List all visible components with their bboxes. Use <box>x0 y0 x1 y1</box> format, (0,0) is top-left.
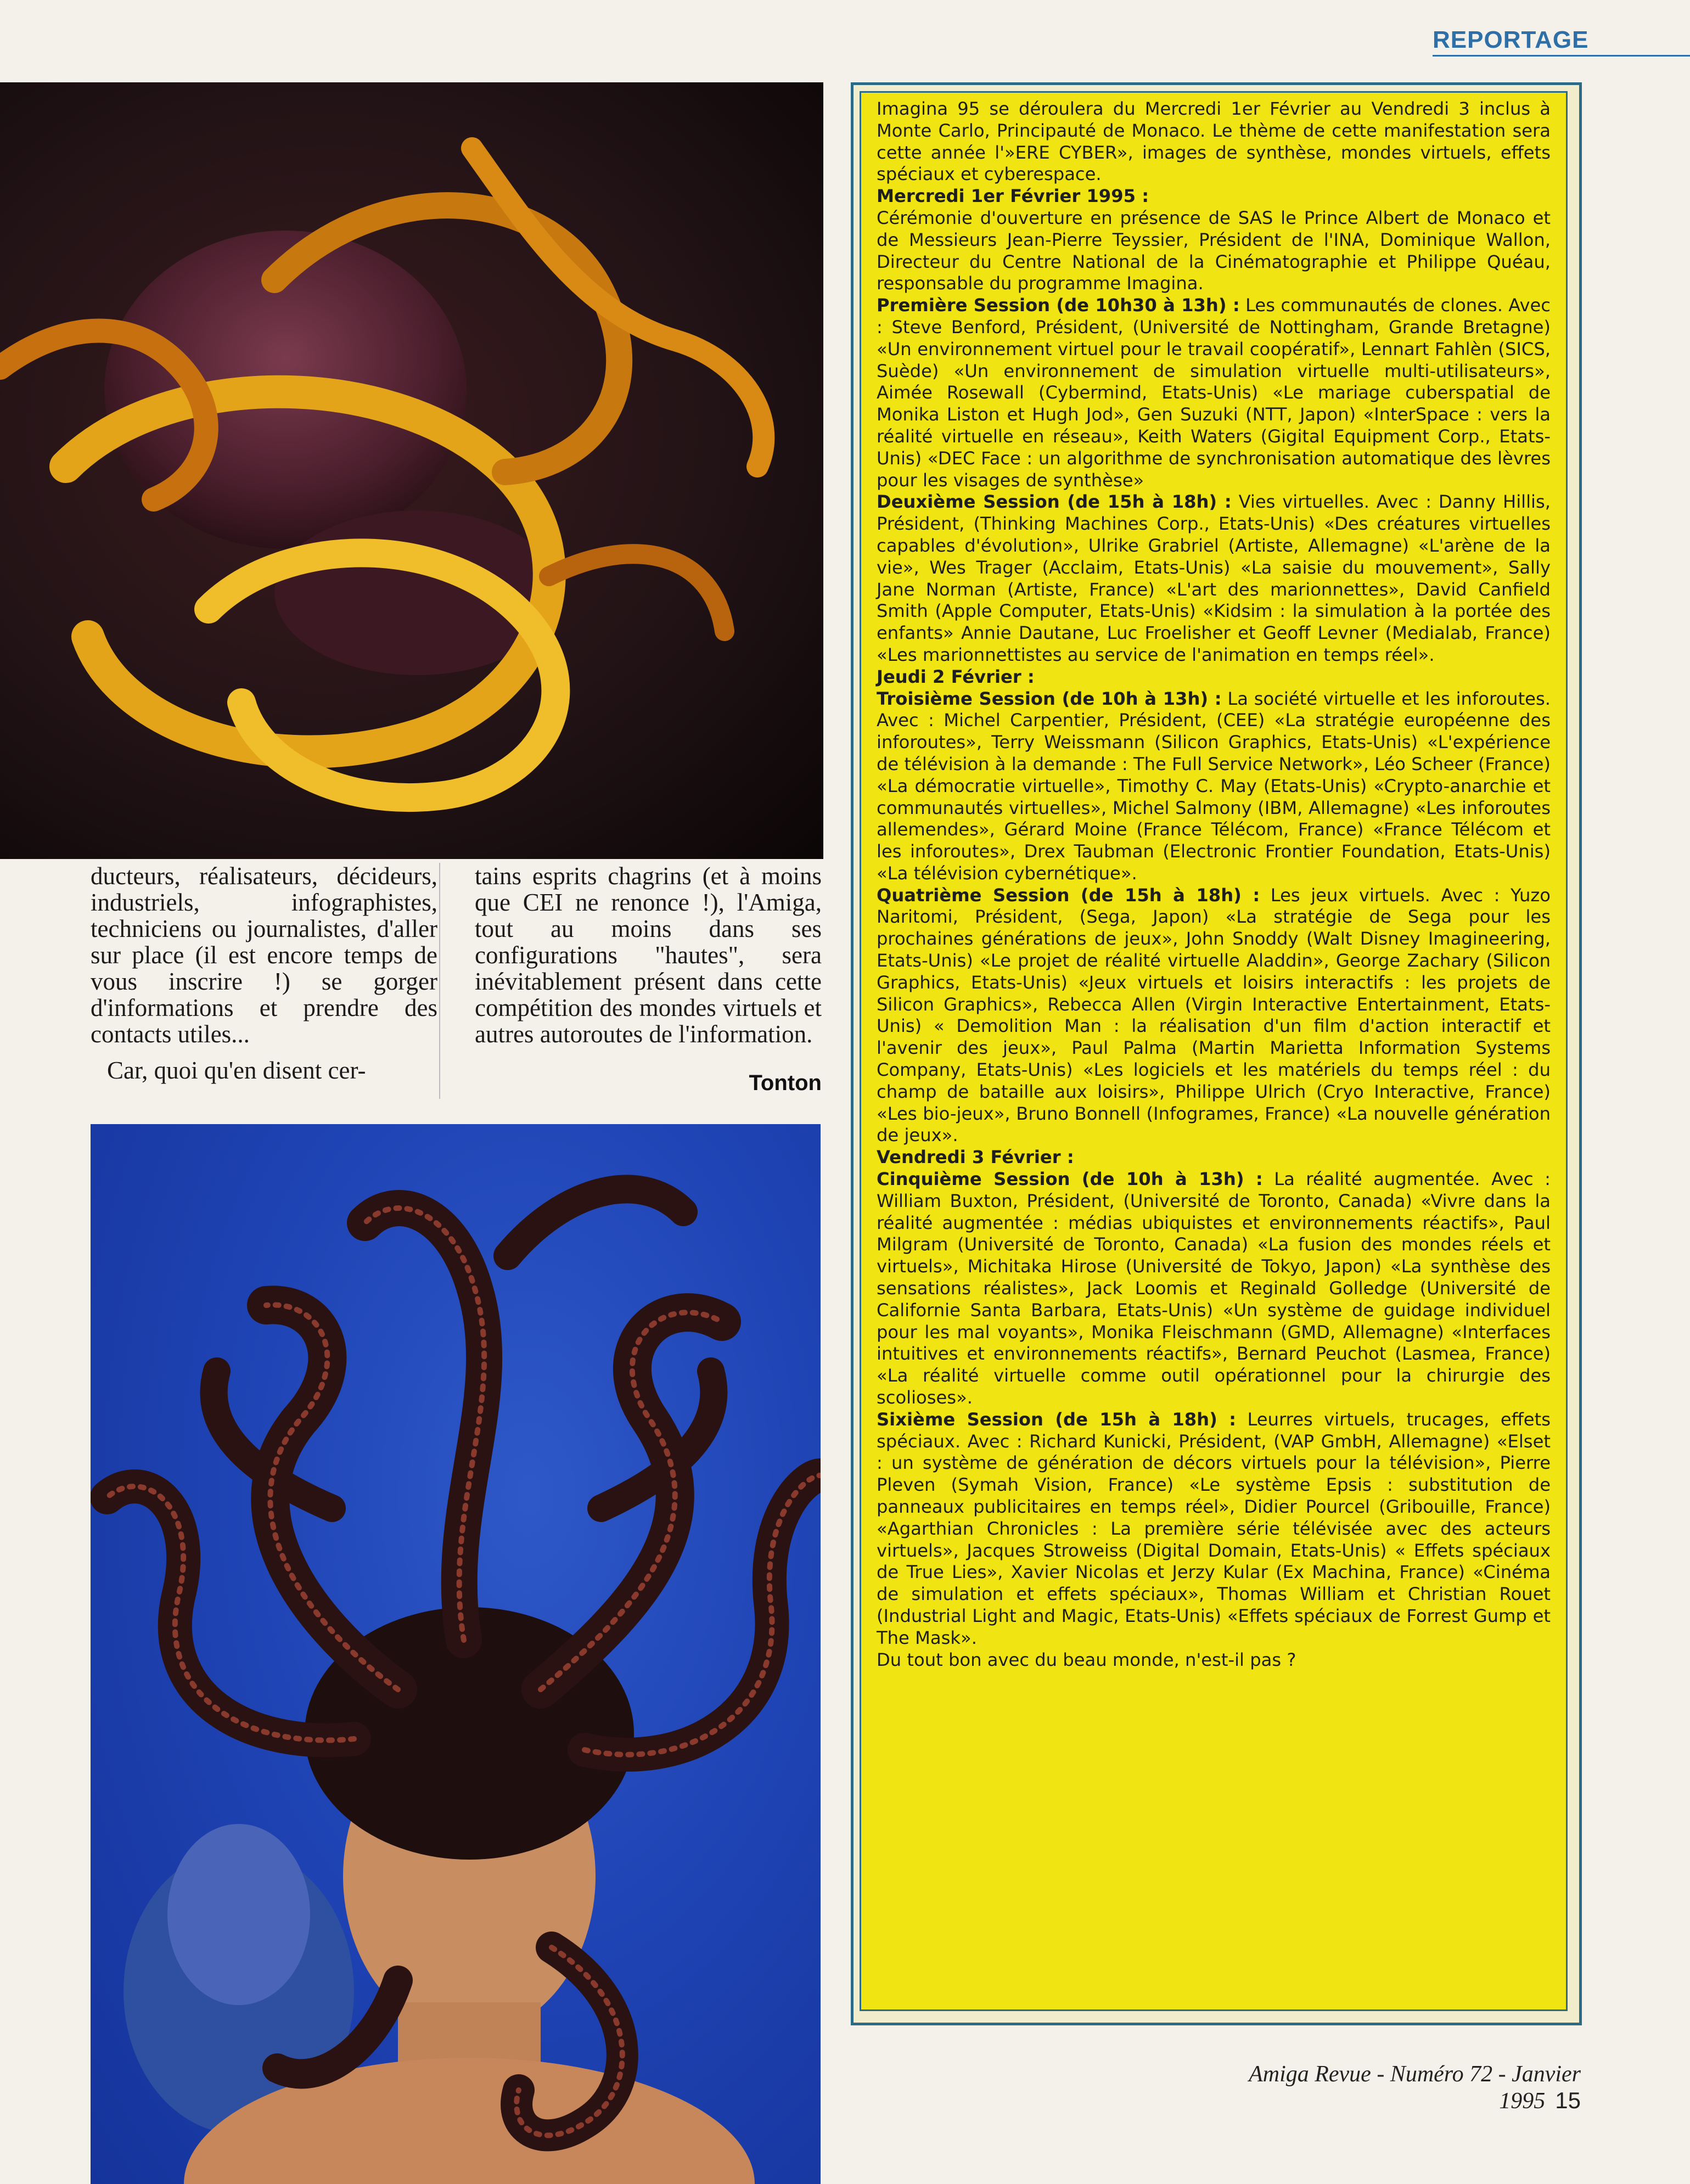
day-heading: Jeudi 2 Février : <box>877 666 1035 687</box>
photo-abstract-rings-drawing <box>0 82 823 859</box>
article-column-1 <box>91 863 437 1083</box>
photo-medusa-portrait <box>91 1124 821 2184</box>
session-text: Les communautés de clones. Avec : Steve Benford, Président, (Université de Nottingham, Grande Bretagne) «Un environnement virtuel pour le travail coopératif», Lennart Fahlèn (SICS, Suède) «Un environnement de simulation virtuelle multi-utilisateurs», Aimée Rosewall (Cybermind, Etats-Unis) «Le mariage cuberspatial de Monika Liston et Hugh Jod», Gen Suzuki (NTT, Japon) «InterSpace : vers la réalité virtuelle en réseau», Keith Waters (Gigital Equipment Corp., Etats-Unis) «DEC Face : un algorithme de synchronisation automatique des lèvres pour les visages de synthèse» <box>877 295 1551 491</box>
photo-medusa-portrait-drawing <box>91 1124 821 2184</box>
session-text: Les jeux virtuels. Avec : Yuzo Naritomi, Président, (Sega, Japon) «La stratégie de Sega pour les prochaines générations de jeux», John Snoddy (Walt Disney Imagineering, Etats-Unis) «Le projet de réalité virtuelle Aladdin», George Zachary (Silicon Graphics, Etats-Unis) «Jeux virtuels et loisirs interactifs : les projets de Silicon Graphics», Rebecca Allen (Virgin Interactive Entertainment, Etats-Unis) « Demolition Man : la réalisation d'un film d'action interactif et l'avenir des jeux», Paul Palma (Martin Marietta Information Systems Company, Etats-Unis) «Les logiciels et les matériels du temps réel : du champ de bataille aux loisirs», Philippe Ulrich (Cryo Interactive, France) «Les bio-jeux», Bruno Bonnell (Infogrames, France) «La nouvelle génération de jeux». <box>877 884 1551 1146</box>
article-paragraph: ducteurs, réalisateurs, décideurs, industriels, infographistes, techniciens ou journalistes, d'aller sur place (il est encore temps de vous inscrire !) se gorger d'informations et prendre des contacts utiles... <box>91 862 437 1048</box>
session-text: Vies virtuelles. Avec : Danny Hillis, Président, (Thinking Machines Corp., Etats-Unis) «Des créatures virtuelles capables d'évolution», Ulrike Grabriel (Artiste, Allemagne) «L'arène de la vie», Wes Trager (Acclaim, Etats-Unis) «La saisie du mouvement», Sally Jane Norman (Artiste, France) «L'art des marionnettes», David Canfield Smith (Apple Computer, Etats-Unis) «Kidsim : la simulation à la portée des enfants» Annie Dautane, Luc Froelisher et Geoff Levner (Medialab, France) «Les marionnettistes au service de l'animation en temps réel». <box>877 491 1551 665</box>
article-paragraph: tains esprits chagrins (et à moins que CEI ne renonce !), l'Amiga, tout au moins dans ses configurations "hautes", sera inévitablement présent dans cette compétition des mondes virtuels et autres autoroutes de l'information. <box>475 862 822 1048</box>
session-heading: Quatrième Session (de 15h à 18h) : <box>877 884 1260 906</box>
section-tag-rule <box>1433 55 1690 57</box>
day-text: Cérémonie d'ouverture en présence de SAS le Prince Albert de Monaco et de Messieurs Jean-Pierre Teyssier, Président de l'INA, Dominique Wallon, Directeur du Centre National de la Cinématographie et Philippe Quéau, responsable du programme Imagina. <box>877 207 1551 294</box>
session-heading: Troisième Session (de 10h à 13h) : <box>877 688 1222 709</box>
section-tag-label: REPORTAGE <box>1433 26 1589 53</box>
session-heading: Deuxième Session (de 15h à 18h) : <box>877 491 1232 513</box>
article-column-2 <box>475 863 822 1047</box>
page-footer <box>1208 2061 1581 2114</box>
session-text: La réalité augmentée. Avec : William Buxton, Président, (Université de Toronto, Canada) «Vivre dans la réalité augmentée : médias ubiquistes et environnements réactifs», Paul Milgram (Université de Toronto, Canada) «La fusion des mondes réels et virtuels», Michitaka Hirose (Université de Tokyo, Japon) «La synthèse des sensations réalistes», Jack Loomis et Reginald Golledge (Université de Californie Santa Barbara, Etats-Unis) «Un système de guidage individuel pour les mal voyants», Monika Fleischmann (GMD, Allemagne) «Interfaces intuitives et environnements réactifs», Bernard Peuchot (Lasmea, France) «La réalité virtuelle comme outil opérationnel pour la chirurgie des scolioses». <box>877 1169 1551 1408</box>
column-divider <box>439 863 440 1099</box>
session-heading: Cinquième Session (de 10h à 13h) : <box>877 1169 1263 1190</box>
photo-abstract-rings <box>0 82 823 859</box>
session-text: La société virtuelle et les inforoutes. Avec : Michel Carpentier, Président, (CEE) «La stratégie européenne des inforoutes», Terry Weissmann (Silicon Graphics, Etats-Unis) «L'expérience de télévision à la demande : The Full Service Network», Léo Scheer (France) «La démocratie virtuelle», Timothy C. May (Etats-Unis) «Crypto-anarchie et communautés virtuelles», Michel Salmony (IBM, Allemagne) «Les inforoutes allemendes», Gérard Moine (France Télécom, France) «France Télécom et les inforoutes», Drex Taubman (Electronic Frontier Foundation, Etats-Unis) «La télévision cybernétique». <box>877 688 1551 884</box>
imagina-program-box <box>860 91 1568 2011</box>
sidebar-intro: Imagina 95 se déroulera du Mercredi 1er Février au Vendredi 3 inclus à Monte Carlo, Principauté de Monaco. Le thème de cette manifestation sera cette année l'»ERE CYBER», images de synthèse, mondes virtuels, effets spéciaux et cyberespace. <box>877 98 1551 185</box>
day-heading: Mercredi 1er Février 1995 : <box>877 186 1149 207</box>
page-number: 15 <box>1555 2087 1581 2113</box>
publication-info: Amiga Revue - Numéro 72 - Janvier 1995 <box>1249 2062 1581 2114</box>
sidebar-closing: Du tout bon avec du beau monde, n'est-il pas ? <box>877 1649 1296 1670</box>
session-heading: Sixième Session (de 15h à 18h) : <box>877 1408 1237 1430</box>
day-heading: Vendredi 3 Février : <box>877 1147 1074 1168</box>
session-heading: Première Session (de 10h30 à 13h) : <box>877 295 1240 316</box>
session-text: Leurres virtuels, trucages, effets spéciaux. Avec : Richard Kunicki, Président, (VAP GmbH, Allemagne) «Elset : un système de génération de décors virtuels pour la télévision», Pierre Pleven (Symah Vision, France) «Le système Epsis : substitution de panneaux publicitaires en temps réel», Didier Pourcel (Gribouille, France) «Agarthian Chronicles : La première série télévisée avec des acteurs virtuels», Jacques Stroweiss (Digital Domain, Etats-Unis) « Effets spéciaux de True Lies», Xavier Nicolas et Jerzy Kular (Ex Machina, France) «Cinéma de simulation et effets spéciaux», Thomas William et Christian Rouet (Industrial Light and Magic, Etats-Unis) «Effets spéciaux de Forrest Gump et The Mask». <box>877 1408 1551 1648</box>
section-tag <box>1433 26 1690 54</box>
article-paragraph: Car, quoi qu'en disent cer- <box>107 1057 366 1084</box>
author-signature: Tonton <box>749 1071 822 1095</box>
